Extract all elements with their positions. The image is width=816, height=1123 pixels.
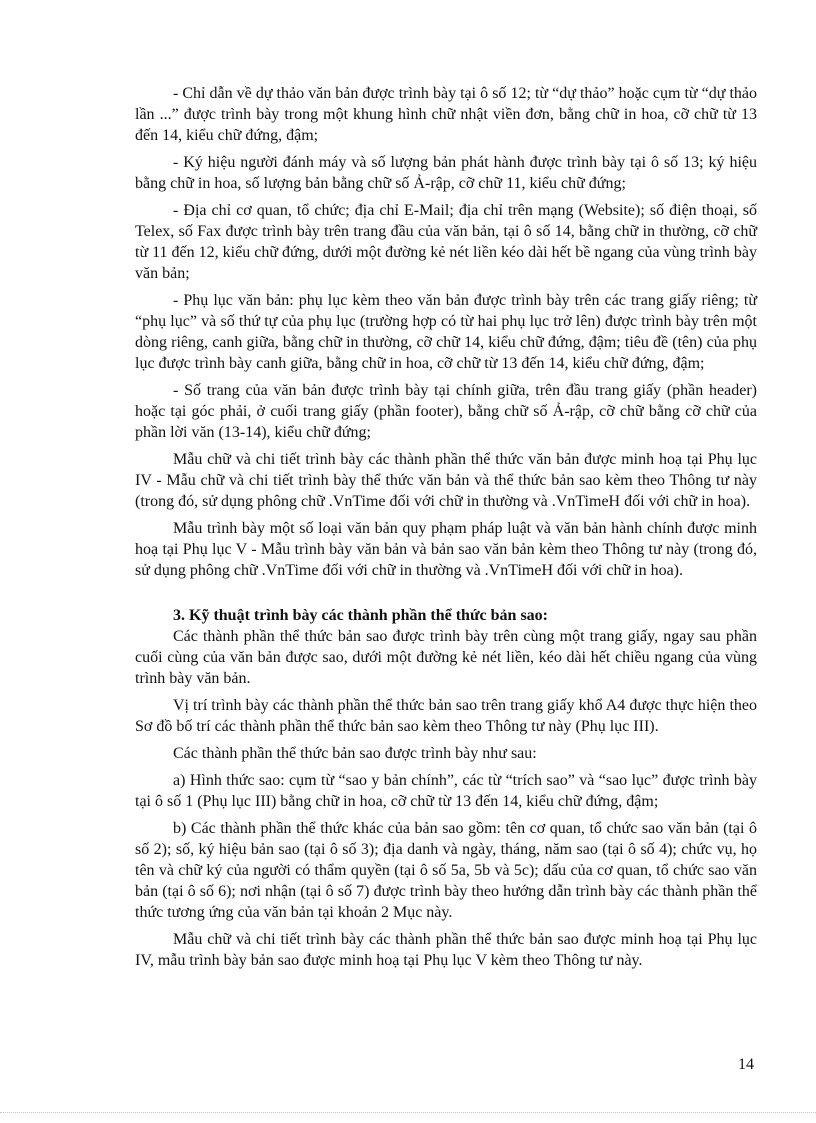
- paragraph-template-appendix-v: Mẫu trình bày một số loại văn bản quy phạm pháp luật và văn bản hành chính được minh hoạ tại Phụ lục V - Mẫu trình bày văn bản và bản sao văn bản kèm theo Thông tư này (trong đó, sử dụng phông chữ .VnTime đối với chữ in thường và .VnTimeH đối với chữ in hoa).: [135, 520, 757, 579]
- paragraph-font-sample-appendix-iv: Mẫu chữ và chi tiết trình bày các thành phần thể thức văn bản được minh hoạ tại Phụ lục IV - Mẫu chữ và chi tiết trình bày thể thức văn bản và thể thức bản sao kèm theo Thông tư này (trong đó, sử dụng phông chữ .VnTime đối với chữ in thường và .VnTimeH đối với chữ in hoa).: [135, 451, 757, 510]
- section-spacer: [135, 587, 757, 605]
- paragraph-copy-other-components: b) Các thành phần thể thức khác của bản sao gồm: tên cơ quan, tổ chức sao văn bản (tại ô số 2); số, ký hiệu bản sao (tại ô số 3); địa danh và ngày, tháng, năm sao (tại ô số 4); chức vụ, họ tên và chữ ký của người có thẩm quyền (tại ô số 5a, 5b và 5c); dấu của cơ quan, tổ chức sao văn bản (tại ô số 6); nơi nhận (tại ô số 7) được trình bày theo hướng dẫn trình bày các thành phần thể thức tương ứng của văn bản tại khoản 2 Mục này.: [135, 820, 757, 921]
- paragraph-copy-placement: Các thành phần thể thức bản sao được trình bày trên cùng một trang giấy, ngay sau phần cuối cùng của văn bản được sao, dưới một đường kẻ nét liền, kéo dài hết chiều ngang của vùng trình bày văn bản.: [135, 628, 757, 687]
- paragraph-copy-components-intro: Các thành phần thể thức bản sao được trình bày như sau:: [173, 745, 537, 762]
- paragraph-copy-font-sample: Mẫu chữ và chi tiết trình bày các thành phần thể thức bản sao được minh hoạ tại Phụ lục IV, mẫu trình bày bản sao được minh hoạ tại Phụ lục V kèm theo Thông tư này.: [135, 931, 757, 969]
- paragraph-agency-address: - Địa chỉ cơ quan, tổ chức; địa chỉ E-Mail; địa chỉ trên mạng (Website); số điện thoại, số Telex, số Fax được trình bày trên trang đầu của văn bản, tại ô số 14, bằng chữ in thường, cỡ chữ từ 11 đến 12, kiểu chữ đứng, dưới một đường kẻ nét liền kéo dài hết bề ngang của vùng trình bày văn bản;: [135, 202, 757, 282]
- paragraph-copy-form: a) Hình thức sao: cụm từ “sao y bản chính”, các từ “trích sao” và “sao lục” được trình bày tại ô số 1 (Phụ lục III) bằng chữ in hoa, cỡ chữ từ 13 đến 14, kiểu chữ đứng, đậm;: [135, 772, 757, 810]
- page-body: [135, 83, 757, 977]
- section-heading: 3. Kỹ thuật trình bày các thành phần thể thức bản sao:: [173, 607, 548, 624]
- paragraph-copy-layout-a4: Vị trí trình bày các thành phần thể thức bản sao trên trang giấy khổ A4 được thực hiện theo Sơ đồ bố trí các thành phần thể thức bản sao kèm theo Thông tư này (Phụ lục III).: [135, 697, 757, 735]
- paragraph-typist-symbol: - Ký hiệu người đánh máy và số lượng bản phát hành được trình bày tại ô số 13; ký hiệu bằng chữ in hoa, số lượng bản bằng chữ số Ả-rập, cỡ chữ 11, kiểu chữ đứng;: [135, 154, 757, 192]
- paragraph-draft-indicator: - Chỉ dẫn về dự thảo văn bản được trình bày tại ô số 12; từ “dự thảo” hoặc cụm từ “dự thảo lần ...” được trình bày trong một khung hình chữ nhật viền đơn, bằng chữ in hoa, cỡ chữ từ 13 đến 14, kiểu chữ đứng, đậm;: [135, 85, 757, 144]
- paragraph-page-number-rule: - Số trang của văn bản được trình bày tại chính giữa, trên đầu trang giấy (phần header) hoặc tại góc phải, ở cuối trang giấy (phần footer), bằng chữ số Ả-rập, cỡ chữ bằng cỡ chữ của phần lời văn (13-14), kiểu chữ đứng;: [135, 382, 757, 441]
- paragraph-appendix: - Phụ lục văn bản: phụ lục kèm theo văn bản được trình bày trên các trang giấy riêng; từ “phụ lục” và số thứ tự của phụ lục (trường hợp có từ hai phụ lục trở lên) được trình bày trên một dòng riêng, canh giữa, bằng chữ in thường, cỡ chữ 14, kiểu chữ đứng, đậm; tiêu đề (tên) của phụ lục được trình bày canh giữa, bằng chữ in hoa, cỡ chữ từ 13 đến 14, kiểu chữ đứng, đậm;: [135, 292, 757, 372]
- page-bottom-divider: [0, 1112, 816, 1113]
- page-number: 14: [738, 1056, 754, 1073]
